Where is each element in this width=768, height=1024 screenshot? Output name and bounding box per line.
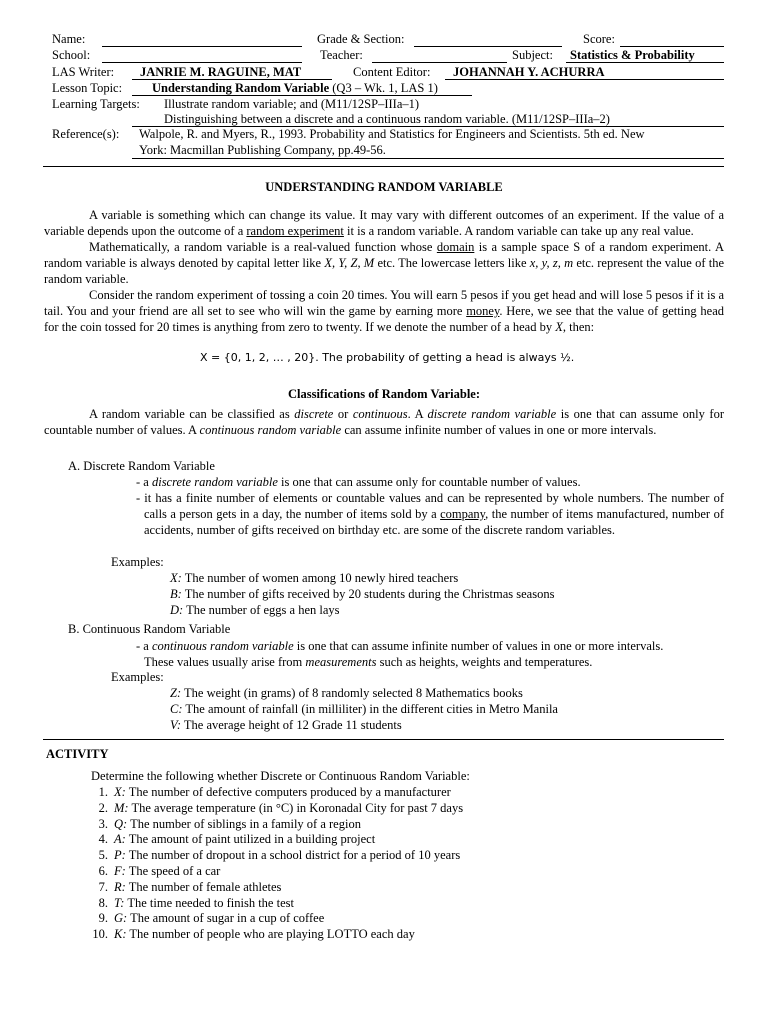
discrete-example-item [170,603,340,619]
las-writer-value: JANRIE M. RAGUINE, MAT [140,65,302,79]
example-text: The amount of rainfall (in milliliter) in the different cities in Metro Manila [182,701,558,716]
discrete-example-item [170,571,458,587]
company-link[interactable]: company [440,507,486,521]
activity-item-text: The time needed to finish the test [124,895,294,910]
activity-item-text: The number of female athletes [125,879,282,894]
activity-item-text: The amount of paint utilized in a building project [125,832,376,847]
teacher-label: Teacher: [320,48,363,62]
activity-item-number: 2. [98,800,108,815]
activity-item-text: The number of defective computers produced by a manufacturer [125,785,451,799]
activity-item [86,832,375,848]
grade-label: Grade & Section: [317,32,405,46]
name-label: Name: [52,32,86,46]
activity-item-variable: M: [114,800,129,815]
intro-paragraph-1: A variable is something which can change its value. It may vary with different outcomes of an experiment. If the value of a variable depends upon the outcome of a random experiment it is a random variable. A random variable can take up any real value. [44,208,724,238]
score-label: Score: [583,32,615,46]
activity-item-variable: R: [114,879,126,894]
teacher-field-line[interactable] [372,62,507,63]
reference-label: Reference(s): [52,127,120,141]
reference-line [132,158,724,159]
discrete-bullet-2: - it has a finite number of elements or countable values and can be represented by whole numbers. The number of calls a person gets in a day, the number of items sold by a company, the number of items manufactured, number of accidents, number of gifts received on birthday etc. are some of the discrete random variables. [136,491,724,537]
subject-label: Subject: [512,48,553,62]
continuous-example-item [170,702,558,718]
money-link[interactable]: money [466,304,500,318]
reference-line-2: York: Macmillan Publishing Company, pp.49-56. [139,143,386,157]
activity-item [86,864,220,880]
subject-value: Statistics & Probability [570,48,695,62]
las-writer-label: LAS Writer: [52,65,115,79]
activity-item [86,911,324,927]
grade-field-line[interactable] [414,46,562,47]
activity-item-variable: T: [114,895,125,910]
activity-item [86,785,451,801]
activity-item-text: The number of siblings in a family of a region [127,816,361,831]
example-variable: V: [170,717,181,732]
continuous-bullets [136,638,724,670]
continuous-example-item [170,686,523,702]
example-text: The weight (in grams) of 8 randomly selected 8 Mathematics books [181,686,523,700]
activity-heading: ACTIVITY [46,747,109,761]
discrete-bullet-1: - a discrete random variable is one that can assume only for countable number of values. [136,475,581,489]
activity-item-number: 3. [98,816,108,831]
activity-item-variable: X: [114,785,126,799]
random-experiment-link[interactable]: random experiment [246,224,344,238]
discrete-examples-label: Examples: [111,555,164,569]
intro-section [44,207,724,335]
intro-paragraph-2: Mathematically, a random variable is a real-valued function whose domain is a sample space S of a random experiment. A random variable is always denoted by capital letter like X, Y, Z, M etc. The lowercase letters like x, y, z, m etc. represent the value of the random variable. [44,240,724,286]
activity-item-number: 8. [98,895,108,910]
activity-item-text: The number of dropout in a school district for a period of 10 years [125,848,461,863]
example-variable: X: [170,571,182,585]
activity-item-number: 10. [92,927,108,942]
activity-item-text: The speed of a car [125,864,221,878]
continuous-bullet-1: - a continuous random variable is one that can assume infinite number of values in one or more intervals. [136,639,664,653]
school-field-line[interactable] [102,62,302,63]
subject-field-line [566,62,724,63]
activity-item-number: 5. [98,848,108,863]
activity-item-number: 9. [98,911,108,926]
lesson-topic-line [132,95,472,96]
continuous-example-item [170,718,402,734]
discrete-bullets [136,474,724,538]
activity-item-variable: Q: [114,816,128,831]
activity-item-variable: A: [114,832,126,847]
example-text: The number of eggs a hen lays [183,602,340,617]
target-1: Illustrate random variable; and (M11/12SP–IIIa–1) [164,97,420,111]
activity-item-variable: F: [114,864,126,878]
continuous-bullet-2: These values usually arise from measurements such as heights, weights and temperatures. [144,655,593,669]
example-variable: Z: [170,686,182,700]
lesson-topic-suffix: (Q3 – Wk. 1, LAS 1) [332,81,438,95]
activity-item-variable: G: [114,911,128,926]
discrete-heading: A. Discrete Random Variable [68,459,215,473]
activity-item-text: The amount of sugar in a cup of coffee [127,911,325,926]
example-variable: D: [170,602,184,617]
targets-label: Learning Targets: [52,97,140,111]
example-variable: B: [170,586,182,601]
formula-line: X = {0, 1, 2, … , 20}. The probability of getting a head is always ½. [200,351,575,364]
activity-item [86,880,281,896]
classifications-paragraph: A random variable can be classified as discrete or continuous. A discrete random variable is one that can assume only for countable number of values. A continuous random variable can assume infinite number of values in one or more intervals. [44,407,724,437]
example-variable: C: [170,701,183,716]
activity-item-variable: K: [114,927,127,942]
activity-instruction: Determine the following whether Discrete or Continuous Random Variable: [91,769,470,783]
reference-line-1: Walpole, R. and Myers, R., 1993. Probability and Statistics for Engineers and Scientists. 5th ed. New [139,127,645,141]
activity-item-number: 1. [98,785,108,799]
activity-item [86,817,361,833]
content-editor-label: Content Editor: [353,65,431,79]
activity-item-number: 6. [98,864,108,878]
activity-item-text: The average temperature (in °C) in Koronadal City for past 7 days [128,800,464,815]
activity-item [86,927,415,943]
lesson-topic-value: Understanding Random Variable [152,81,330,95]
intro-paragraph-3: Consider the random experiment of tossing a coin 20 times. You will earn 5 pesos if you get head and will lose 5 pesos if it is a tail. You and your friend are all set to see who will win the game by earning more money. Here, we see that the value of getting head for the coin tossed for 20 times is anything from zero to twenty. If we denote the number of a head by X, then: [44,288,724,334]
activity-item [86,848,460,864]
classifications-heading: Classifications of Random Variable: [287,387,481,401]
lesson-topic [152,81,438,96]
score-field-line[interactable] [620,46,724,47]
lesson-topic-label: Lesson Topic: [52,81,123,95]
content-editor-line [445,79,724,80]
activity-item [86,896,294,912]
domain-link[interactable]: domain [436,240,475,254]
example-text: The number of gifts received by 20 students during the Christmas seasons [181,586,555,601]
activity-item-number: 4. [98,832,108,847]
discrete-example-item [170,587,554,603]
activity-item [86,801,463,817]
activity-item-number: 7. [98,879,108,894]
activity-item-variable: P: [114,848,126,863]
content-editor-value: JOHANNAH Y. ACHURRA [453,65,605,79]
activity-divider [43,739,724,740]
las-writer-line [132,79,332,80]
example-text: The number of women among 10 newly hired teachers [181,571,459,585]
activity-item-text: The number of people who are playing LOTTO each day [126,927,415,942]
example-text: The average height of 12 Grade 11 students [181,717,402,732]
school-label: School: [52,48,91,62]
continuous-heading: B. Continuous Random Variable [68,622,231,636]
target-2: Distinguishing between a discrete and a continuous random variable. (M11/12SP–IIIa–2) [164,112,610,126]
name-field-line[interactable] [102,46,302,47]
header-divider [43,166,724,167]
continuous-examples-label: Examples: [111,670,164,684]
page-title: UNDERSTANDING RANDOM VARIABLE [265,180,503,194]
